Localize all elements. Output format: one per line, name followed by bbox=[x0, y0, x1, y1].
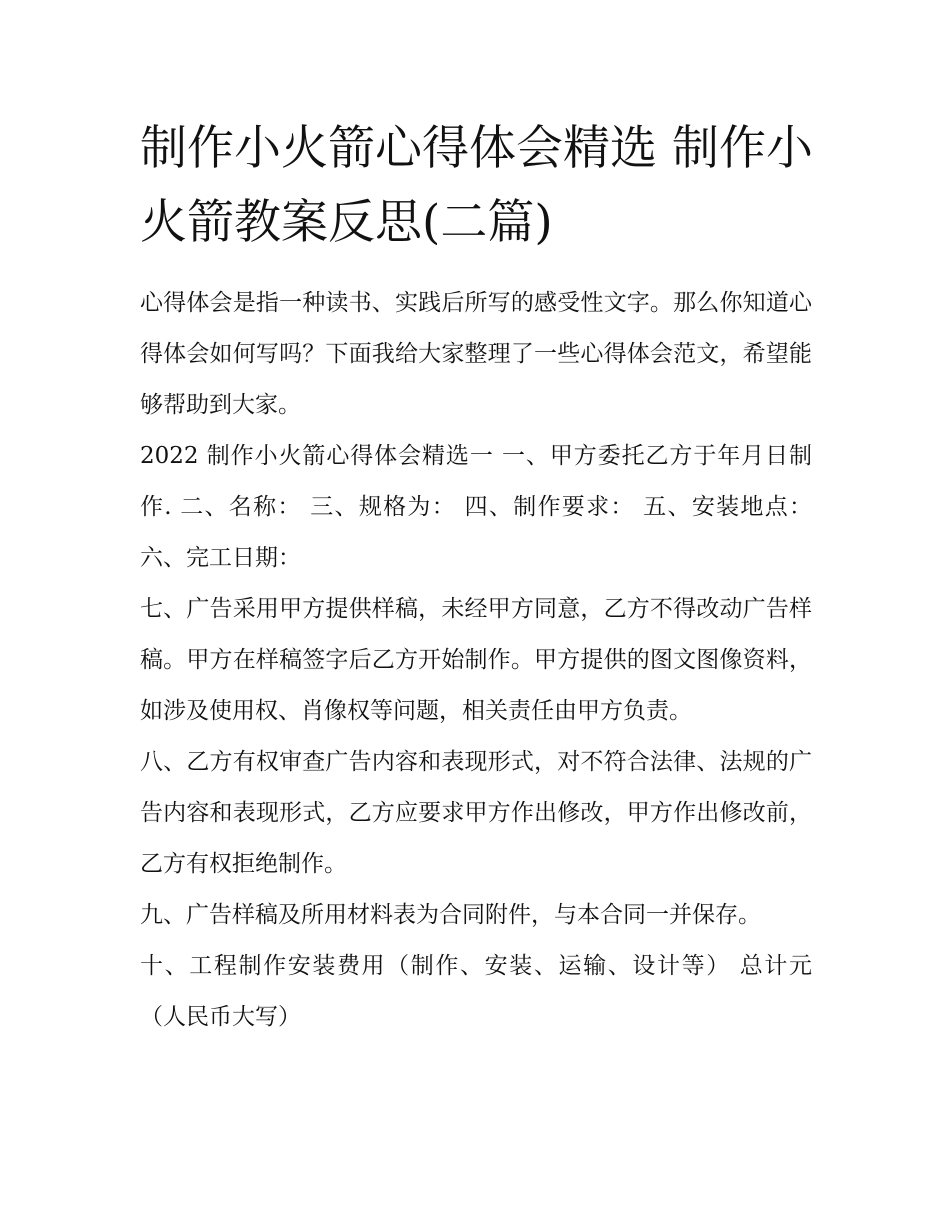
document-title: 制作小火箭心得体会精选 制作小火箭教案反思(二篇) bbox=[140, 121, 813, 250]
paragraph-contract-item-9: 九、广告样稿及所用材料表为合同附件，与本合同一并保存。 bbox=[140, 902, 761, 928]
paragraph-contract-item-10: 十、工程制作安装费用（制作、安装、运输、设计等） 总计元（人民币大写） bbox=[140, 953, 812, 1030]
paragraph-intro: 心得体会是指一种读书、实践后所写的感受性文字。那么你知道心得体会如何写吗？下面我给大家整理了一些心得体会范文，希望能够帮助到大家。 bbox=[140, 290, 812, 418]
paragraph-contract-items-1-6: 2022 制作小火箭心得体会精选一 一、甲方委托乙方于年月日制作. 二、名称： 三、规格为： 四、制作要求： 五、安装地点： 六、完工日期： bbox=[140, 443, 812, 571]
paragraph-contract-item-7: 七、广告采用甲方提供样稿，未经甲方同意，乙方不得改动广告样稿。甲方在样稿签字后乙方开始制作。甲方提供的图文图像资料，如涉及使用权、肖像权等问题，相关责任由甲方负责。 bbox=[140, 596, 812, 724]
paragraph-contract-item-8: 八、乙方有权审查广告内容和表现形式，对不符合法律、法规的广告内容和表现形式，乙方应要求甲方作出修改，甲方作出修改前，乙方有权拒绝制作。 bbox=[140, 749, 812, 877]
document-body bbox=[140, 278, 812, 1043]
